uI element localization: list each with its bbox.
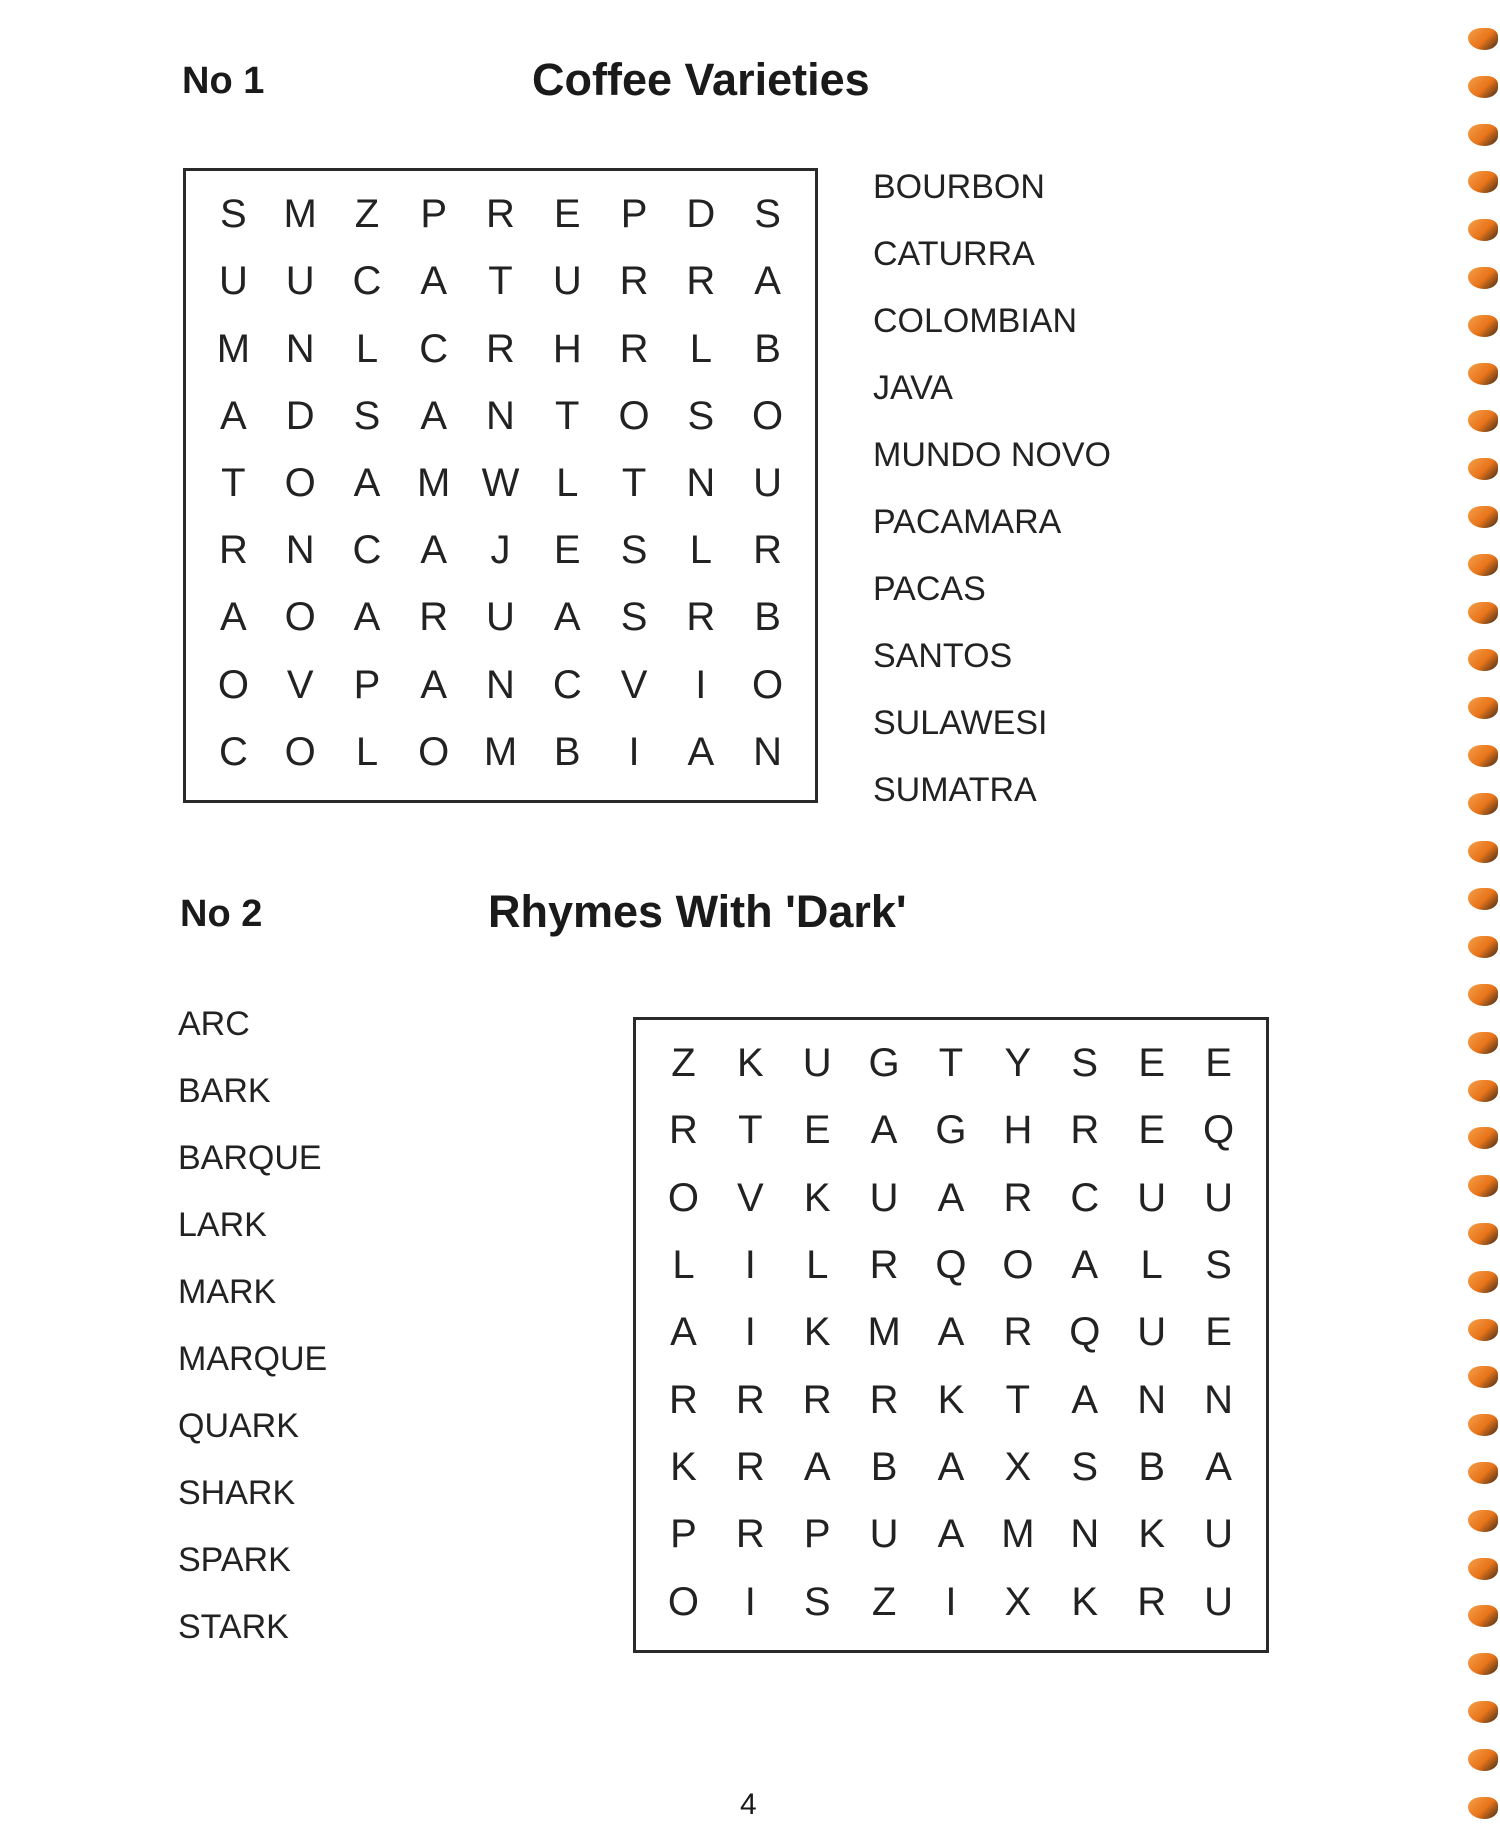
grid-letter: K xyxy=(1138,1512,1165,1557)
grid-letter: A xyxy=(870,1108,898,1153)
binding-ring-icon xyxy=(1468,219,1498,241)
grid-letter: R xyxy=(686,595,716,640)
grid-letter: M xyxy=(483,729,518,774)
grid-letter: A xyxy=(220,595,247,640)
grid-letter: U xyxy=(218,259,248,304)
binding-ring-icon xyxy=(1468,1701,1498,1723)
word-list-item: STARK xyxy=(178,1608,289,1646)
binding-ring-icon xyxy=(1468,1558,1498,1580)
word-list-item: SANTOS xyxy=(873,637,1013,675)
grid-letter: Q xyxy=(1069,1310,1101,1355)
binding-ring-icon xyxy=(1468,506,1498,528)
binding-ring-icon xyxy=(1468,602,1498,624)
grid-letter: U xyxy=(869,1175,899,1220)
grid-letter: A xyxy=(553,595,581,640)
grid-letter: L xyxy=(355,326,379,371)
word-list-item: QUARK xyxy=(178,1407,299,1445)
grid-letter: A xyxy=(803,1445,831,1490)
grid-letter: C xyxy=(352,259,382,304)
grid-letter: G xyxy=(868,1041,900,1086)
grid-letter: U xyxy=(1137,1175,1167,1220)
grid-letter: Q xyxy=(935,1243,967,1288)
grid-letter: T xyxy=(555,393,580,438)
grid-letter: D xyxy=(285,393,315,438)
grid-letter: R xyxy=(735,1512,765,1557)
binding-ring-icon xyxy=(1468,1175,1498,1197)
grid-letter: B xyxy=(870,1445,898,1490)
grid-letter: I xyxy=(744,1579,756,1624)
grid-letter: A xyxy=(670,1310,697,1355)
binding-ring-icon xyxy=(1468,984,1498,1006)
grid-letter: E xyxy=(1205,1310,1232,1355)
grid-letter: T xyxy=(221,460,246,505)
grid-letter: Q xyxy=(1202,1108,1235,1153)
page-number: 4 xyxy=(740,1788,757,1821)
grid-letter: U xyxy=(1137,1310,1167,1355)
grid-letter: G xyxy=(935,1108,967,1153)
grid-letter: A xyxy=(1071,1377,1099,1422)
grid-letter: U xyxy=(285,259,315,304)
grid-letter: A xyxy=(937,1175,965,1220)
grid-letter: R xyxy=(486,326,515,371)
grid-letter: R xyxy=(1003,1175,1033,1220)
grid-letter: T xyxy=(488,259,513,304)
grid-letter: A xyxy=(353,460,381,505)
binding-ring-icon xyxy=(1468,554,1498,576)
binding-ring-icon xyxy=(1468,315,1498,337)
grid-letter: Z xyxy=(354,192,380,237)
grid-letter: M xyxy=(417,460,451,505)
puzzle-2-letter-grid xyxy=(633,1017,1269,1653)
grid-letter: Z xyxy=(671,1041,696,1086)
grid-letter: A xyxy=(420,662,448,707)
grid-letter: S xyxy=(1205,1243,1232,1288)
grid-letter: K xyxy=(670,1445,697,1490)
grid-letter: T xyxy=(938,1041,964,1086)
word-list-item: BOURBON xyxy=(873,168,1045,206)
grid-letter: O xyxy=(284,595,316,640)
grid-letter: L xyxy=(556,460,579,505)
grid-letter: W xyxy=(481,460,520,505)
grid-letter: R xyxy=(869,1243,899,1288)
grid-letter: N xyxy=(1070,1512,1100,1557)
puzzle-2-word-list xyxy=(178,991,327,1661)
binding-ring-icon xyxy=(1468,793,1498,815)
grid-letter: I xyxy=(744,1310,756,1355)
grid-letter: X xyxy=(1004,1445,1032,1490)
grid-letter: A xyxy=(687,729,715,774)
binding-ring-icon xyxy=(1468,76,1498,98)
binding-ring-icon xyxy=(1468,1271,1498,1293)
grid-letter: P xyxy=(670,1512,697,1557)
grid-letter: E xyxy=(553,192,581,237)
puzzle-1-word-list xyxy=(873,154,1111,824)
grid-letter: N xyxy=(1137,1377,1167,1422)
grid-letter: B xyxy=(754,595,781,640)
grid-letter: K xyxy=(803,1310,831,1355)
grid-letter: U xyxy=(1204,1175,1233,1220)
grid-letter: T xyxy=(621,460,647,505)
grid-letter: A xyxy=(937,1310,965,1355)
grid-letter: H xyxy=(552,326,582,371)
grid-letter: A xyxy=(1205,1445,1232,1490)
binding-ring-icon xyxy=(1468,267,1498,289)
grid-letter: O xyxy=(667,1175,699,1220)
grid-letter: R xyxy=(686,259,716,304)
binding-ring-icon xyxy=(1468,888,1498,910)
word-list-item: BARQUE xyxy=(178,1139,322,1177)
grid-letter: A xyxy=(937,1445,965,1490)
grid-letter: O xyxy=(752,393,784,438)
grid-letter: E xyxy=(553,528,581,573)
grid-letter: A xyxy=(1071,1243,1099,1288)
grid-letter: A xyxy=(220,393,247,438)
binding-ring-icon xyxy=(1468,1414,1498,1436)
binding-ring-icon xyxy=(1468,410,1498,432)
grid-letter: R xyxy=(218,528,248,573)
grid-letter: N xyxy=(686,460,716,505)
grid-letter: O xyxy=(1002,1243,1034,1288)
grid-letter: L xyxy=(672,1243,695,1288)
grid-letter: R xyxy=(735,1377,765,1422)
word-list-item: MARK xyxy=(178,1273,277,1311)
grid-letter: J xyxy=(490,528,511,573)
puzzle-1-title: Coffee Varieties xyxy=(532,54,870,105)
grid-letter: A xyxy=(754,259,781,304)
word-list-item: SPARK xyxy=(178,1541,291,1579)
grid-letter: C xyxy=(1070,1175,1100,1220)
grid-letter: L xyxy=(1140,1243,1163,1288)
grid-letter: L xyxy=(689,528,712,573)
grid-letter: L xyxy=(806,1243,829,1288)
grid-letter: O xyxy=(667,1579,699,1624)
binding-ring-icon xyxy=(1468,1462,1498,1484)
word-list-item: COLOMBIAN xyxy=(873,302,1078,340)
grid-letter: U xyxy=(486,595,515,640)
grid-letter: S xyxy=(620,528,648,573)
grid-letter: D xyxy=(686,192,716,237)
grid-letter: I xyxy=(628,729,640,774)
grid-letter: V xyxy=(736,1175,764,1220)
grid-letter: A xyxy=(353,595,381,640)
grid-letter: I xyxy=(744,1243,756,1288)
grid-letter: N xyxy=(285,528,315,573)
word-list-item: MARQUE xyxy=(178,1340,328,1378)
grid-letter: K xyxy=(1071,1579,1099,1624)
grid-letter: E xyxy=(1205,1041,1232,1086)
grid-letter: R xyxy=(486,192,515,237)
grid-letter: R xyxy=(735,1445,765,1490)
word-list-item: SHARK xyxy=(178,1474,296,1512)
grid-letter: Z xyxy=(871,1579,897,1624)
binding-ring-icon xyxy=(1468,841,1498,863)
grid-letter: U xyxy=(1204,1512,1233,1557)
word-list-item: LARK xyxy=(178,1206,267,1244)
grid-letter: N xyxy=(486,662,515,707)
grid-letter: C xyxy=(419,326,449,371)
grid-letter: V xyxy=(286,662,314,707)
word-list-item: PACAMARA xyxy=(873,503,1062,541)
grid-letter: C xyxy=(552,662,582,707)
grid-letter: B xyxy=(1138,1445,1165,1490)
grid-letter: I xyxy=(695,662,707,707)
grid-letter: M xyxy=(867,1310,901,1355)
grid-letter: H xyxy=(1003,1108,1033,1153)
binding-ring-icon xyxy=(1468,28,1498,50)
grid-letter: N xyxy=(753,729,783,774)
grid-letter: A xyxy=(937,1512,965,1557)
grid-letter: B xyxy=(754,326,781,371)
grid-letter: C xyxy=(352,528,382,573)
grid-letter: C xyxy=(218,729,248,774)
grid-letter: O xyxy=(284,729,316,774)
grid-letter: R xyxy=(1003,1310,1033,1355)
binding-ring-icon xyxy=(1468,936,1498,958)
grid-letter: A xyxy=(420,393,448,438)
grid-letter: R xyxy=(1070,1108,1100,1153)
grid-letter: R xyxy=(668,1377,698,1422)
grid-letter: E xyxy=(803,1108,831,1153)
spiral-binding xyxy=(1460,0,1500,1837)
grid-letter: O xyxy=(752,662,784,707)
grid-letter: U xyxy=(802,1041,832,1086)
puzzle-2-title: Rhymes With 'Dark' xyxy=(488,886,907,937)
word-list-item: MUNDO NOVO xyxy=(873,436,1111,474)
binding-ring-icon xyxy=(1468,124,1498,146)
grid-letter: S xyxy=(1071,1445,1099,1490)
grid-letter: M xyxy=(1001,1512,1035,1557)
binding-ring-icon xyxy=(1468,1605,1498,1627)
grid-letter: O xyxy=(418,729,450,774)
binding-ring-icon xyxy=(1468,1319,1498,1341)
grid-letter: K xyxy=(937,1377,965,1422)
binding-ring-icon xyxy=(1468,649,1498,671)
grid-letter: S xyxy=(754,192,781,237)
grid-letter: R xyxy=(619,326,649,371)
grid-letter: P xyxy=(353,662,381,707)
word-list-item: SUMATRA xyxy=(873,771,1037,809)
binding-ring-icon xyxy=(1468,1749,1498,1771)
grid-letter: P xyxy=(420,192,448,237)
grid-letter: N xyxy=(285,326,315,371)
word-list-item: SULAWESI xyxy=(873,704,1048,742)
grid-letter: P xyxy=(803,1512,831,1557)
grid-letter: S xyxy=(803,1579,831,1624)
grid-letter: U xyxy=(753,460,783,505)
puzzle-1-letter-grid xyxy=(183,168,818,803)
binding-ring-icon xyxy=(1468,697,1498,719)
grid-letter: V xyxy=(620,662,648,707)
binding-ring-icon xyxy=(1468,171,1498,193)
binding-ring-icon xyxy=(1468,1366,1498,1388)
grid-letter: P xyxy=(620,192,648,237)
grid-letter: R xyxy=(869,1377,899,1422)
word-list-item: JAVA xyxy=(873,369,953,407)
grid-letter: L xyxy=(689,326,712,371)
binding-ring-icon xyxy=(1468,458,1498,480)
word-list-item: CATURRA xyxy=(873,235,1035,273)
grid-letter: T xyxy=(1005,1377,1031,1422)
grid-letter: A xyxy=(420,528,448,573)
grid-letter: N xyxy=(486,393,515,438)
binding-ring-icon xyxy=(1468,1080,1498,1102)
grid-letter: O xyxy=(618,393,650,438)
word-list-item: ARC xyxy=(178,1005,250,1043)
grid-letter: S xyxy=(687,393,715,438)
grid-letter: A xyxy=(420,259,448,304)
binding-ring-icon xyxy=(1468,1510,1498,1532)
grid-letter: S xyxy=(220,192,247,237)
grid-letter: L xyxy=(355,729,379,774)
grid-letter: M xyxy=(283,192,317,237)
binding-ring-icon xyxy=(1468,1653,1498,1675)
grid-letter: R xyxy=(753,528,783,573)
grid-letter: U xyxy=(552,259,582,304)
word-list-item: PACAS xyxy=(873,570,986,608)
grid-letter: O xyxy=(217,662,249,707)
word-list-item: BARK xyxy=(178,1072,271,1110)
grid-letter: X xyxy=(1004,1579,1032,1624)
grid-letter: R xyxy=(419,595,449,640)
binding-ring-icon xyxy=(1468,1127,1498,1149)
grid-letter: U xyxy=(1204,1579,1233,1624)
binding-ring-icon xyxy=(1468,745,1498,767)
grid-letter: E xyxy=(1138,1041,1165,1086)
grid-letter: N xyxy=(1204,1377,1233,1422)
puzzle-1-number: No 1 xyxy=(182,60,265,102)
grid-letter: E xyxy=(1138,1108,1165,1153)
grid-letter: U xyxy=(869,1512,899,1557)
grid-letter: K xyxy=(803,1175,831,1220)
binding-ring-icon xyxy=(1468,1797,1498,1819)
grid-letter: I xyxy=(945,1579,957,1624)
grid-letter: B xyxy=(553,729,581,774)
grid-letter: R xyxy=(802,1377,832,1422)
puzzle-2-number: No 2 xyxy=(180,893,263,935)
grid-letter: Y xyxy=(1004,1041,1032,1086)
grid-letter: R xyxy=(1137,1579,1167,1624)
grid-letter: K xyxy=(736,1041,764,1086)
grid-letter: T xyxy=(738,1108,763,1153)
grid-letter: R xyxy=(619,259,649,304)
binding-ring-icon xyxy=(1468,1032,1498,1054)
grid-letter: O xyxy=(284,460,316,505)
grid-letter: M xyxy=(216,326,251,371)
grid-letter: S xyxy=(1071,1041,1099,1086)
binding-ring-icon xyxy=(1468,1223,1498,1245)
grid-letter: S xyxy=(353,393,381,438)
grid-letter: R xyxy=(668,1108,698,1153)
grid-letter: S xyxy=(620,595,648,640)
binding-ring-icon xyxy=(1468,363,1498,385)
